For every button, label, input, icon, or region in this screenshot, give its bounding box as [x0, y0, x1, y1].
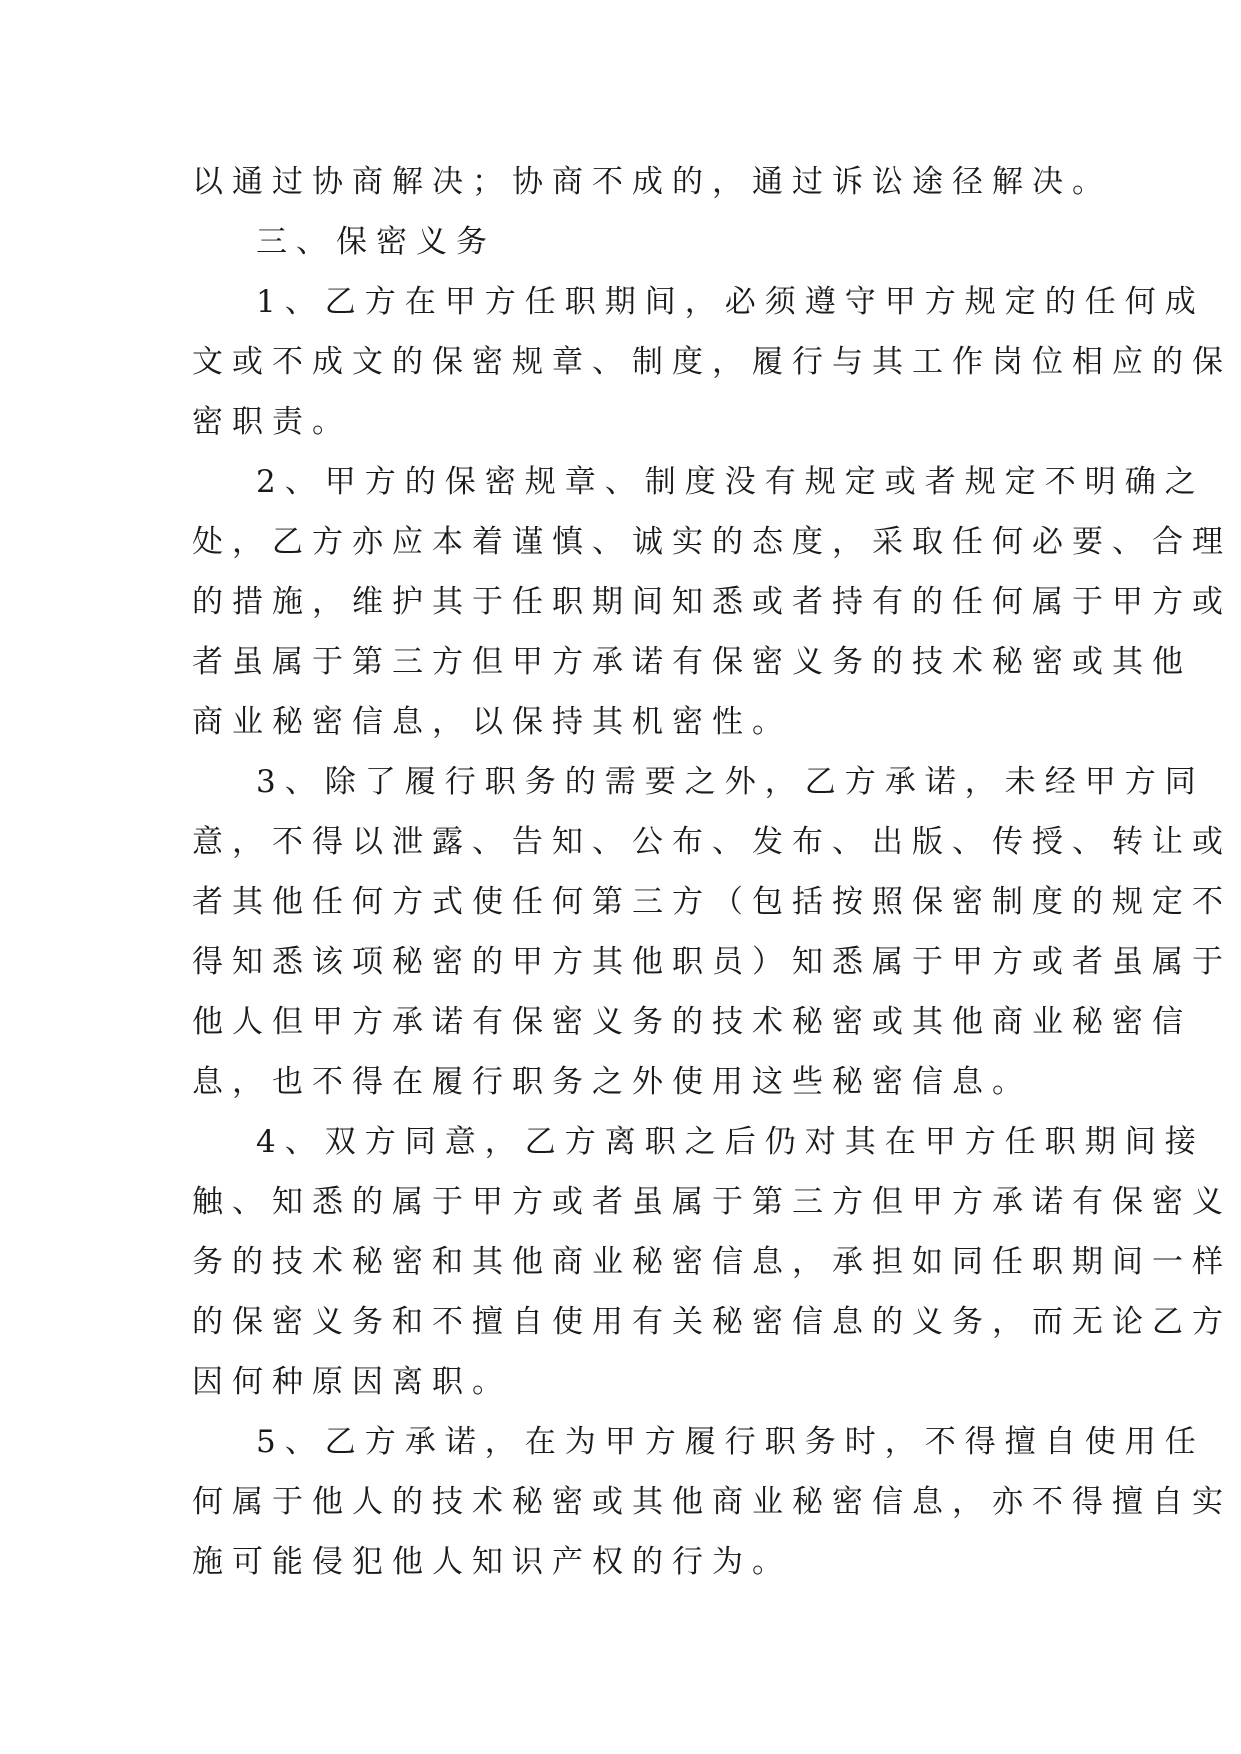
clause-2-line: 商业秘密信息，以保持其机密性。: [192, 704, 792, 740]
clause-2-line: 2、甲方的保密规章、制度没有规定或者规定不明确之: [256, 464, 1205, 500]
clause-3-line: 意，不得以泄露、告知、公布、发布、出版、传授、转让或: [192, 824, 1232, 860]
clause-1-line: 文或不成文的保密规章、制度，履行与其工作岗位相应的保: [192, 344, 1232, 380]
document-body: [192, 152, 1232, 1592]
clause-3-line: 他人但甲方承诺有保密义务的技术秘密或其他商业秘密信: [192, 1004, 1192, 1040]
clause-3-line: 者其他任何方式使任何第三方（包括按照保密制度的规定不: [192, 884, 1232, 920]
clause-1-line: 密职责。: [192, 404, 352, 440]
clause-4-line: 触、知悉的属于甲方或者虽属于第三方但甲方承诺有保密义: [192, 1184, 1232, 1220]
clause-4-line: 4、双方同意，乙方离职之后仍对其在甲方任职期间接: [256, 1124, 1205, 1160]
clause-3-line: 息，也不得在履行职务之外使用这些秘密信息。: [192, 1064, 1032, 1100]
clause-2-line: 者虽属于第三方但甲方承诺有保密义务的技术秘密或其他: [192, 644, 1192, 680]
clause-4-line: 因何种原因离职。: [192, 1364, 512, 1400]
clause-4-line: 务的技术秘密和其他商业秘密信息，承担如同任职期间一样: [192, 1244, 1232, 1280]
section-heading: 三、保密义务: [256, 224, 496, 260]
clause-4-line: 的保密义务和不擅自使用有关秘密信息的义务，而无论乙方: [192, 1304, 1232, 1340]
clause-5-line: 何属于他人的技术秘密或其他商业秘密信息，亦不得擅自实: [192, 1484, 1232, 1520]
clause-1-line: 1、乙方在甲方任职期间，必须遵守甲方规定的任何成: [256, 284, 1205, 320]
clause-2-line: 的措施，维护其于任职期间知悉或者持有的任何属于甲方或: [192, 584, 1232, 620]
clause-2-line: 处，乙方亦应本着谨慎、诚实的态度，采取任何必要、合理: [192, 524, 1232, 560]
clause-3-line: 得知悉该项秘密的甲方其他职员）知悉属于甲方或者虽属于: [192, 944, 1232, 980]
clause-5-line: 施可能侵犯他人知识产权的行为。: [192, 1544, 792, 1580]
clause-3-line: 3、除了履行职务的需要之外，乙方承诺，未经甲方同: [256, 764, 1205, 800]
text-line: 以通过协商解决；协商不成的，通过诉讼途径解决。: [192, 164, 1112, 200]
clause-5-line: 5、乙方承诺，在为甲方履行职务时，不得擅自使用任: [256, 1424, 1205, 1460]
